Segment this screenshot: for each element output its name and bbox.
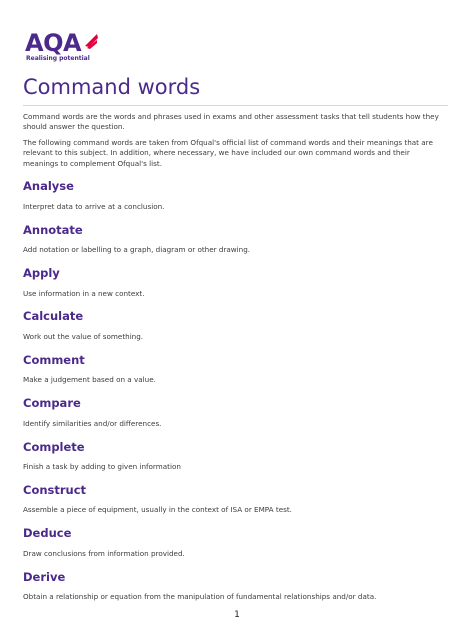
intro-paragraph: The following command words are taken from Ofqual's official list of command words and their meanings that are relevant to this subject. In addition, where necessary, we have included our own command words and their meanings to complement Ofqual's list.: [23, 138, 433, 168]
command-word-heading: Comment: [23, 353, 85, 367]
logo-tagline: Realising potential: [26, 55, 90, 62]
command-word-heading: Deduce: [23, 526, 72, 540]
command-word-heading: Apply: [23, 266, 60, 280]
command-word-definition: Make a judgement based on a value.: [23, 375, 156, 384]
command-word-definition: Obtain a relationship or equation from the manipulation of fundamental relationships and/or data.: [23, 592, 377, 601]
aqa-swoosh-icon: [82, 32, 100, 50]
command-word-heading: Compare: [23, 396, 81, 410]
command-word-definition: Finish a task by adding to given information: [23, 462, 181, 471]
command-word-definition: Add notation or labelling to a graph, diagram or other drawing.: [23, 245, 251, 254]
command-word-heading: Calculate: [23, 309, 84, 323]
command-word-heading: Construct: [23, 483, 87, 497]
command-word-definition: Draw conclusions from information provided.: [23, 549, 185, 558]
command-word-heading: Analyse: [23, 179, 74, 193]
command-word-definition: Assemble a piece of equipment, usually in the context of ISA or EMPA test.: [23, 505, 292, 514]
command-word-definition: Identify similarities and/or differences.: [23, 419, 162, 428]
page-title: Command words: [23, 75, 201, 99]
logo-wordmark: AQA: [25, 29, 82, 57]
command-word-heading: Derive: [23, 570, 66, 584]
command-word-definition: Interpret data to arrive at a conclusion.: [23, 202, 165, 211]
command-word-heading: Annotate: [23, 223, 83, 237]
page-number: 1: [234, 610, 240, 620]
command-word-definition: Work out the value of something.: [23, 332, 144, 341]
intro-paragraph: Command words are the words and phrases used in exams and other assessment tasks that tell students how they should answer the question.: [23, 112, 439, 132]
command-word-heading: Complete: [23, 440, 85, 454]
command-word-definition: Use information in a new context.: [23, 289, 145, 298]
title-divider: [23, 105, 448, 106]
aqa-logo: [25, 30, 115, 64]
